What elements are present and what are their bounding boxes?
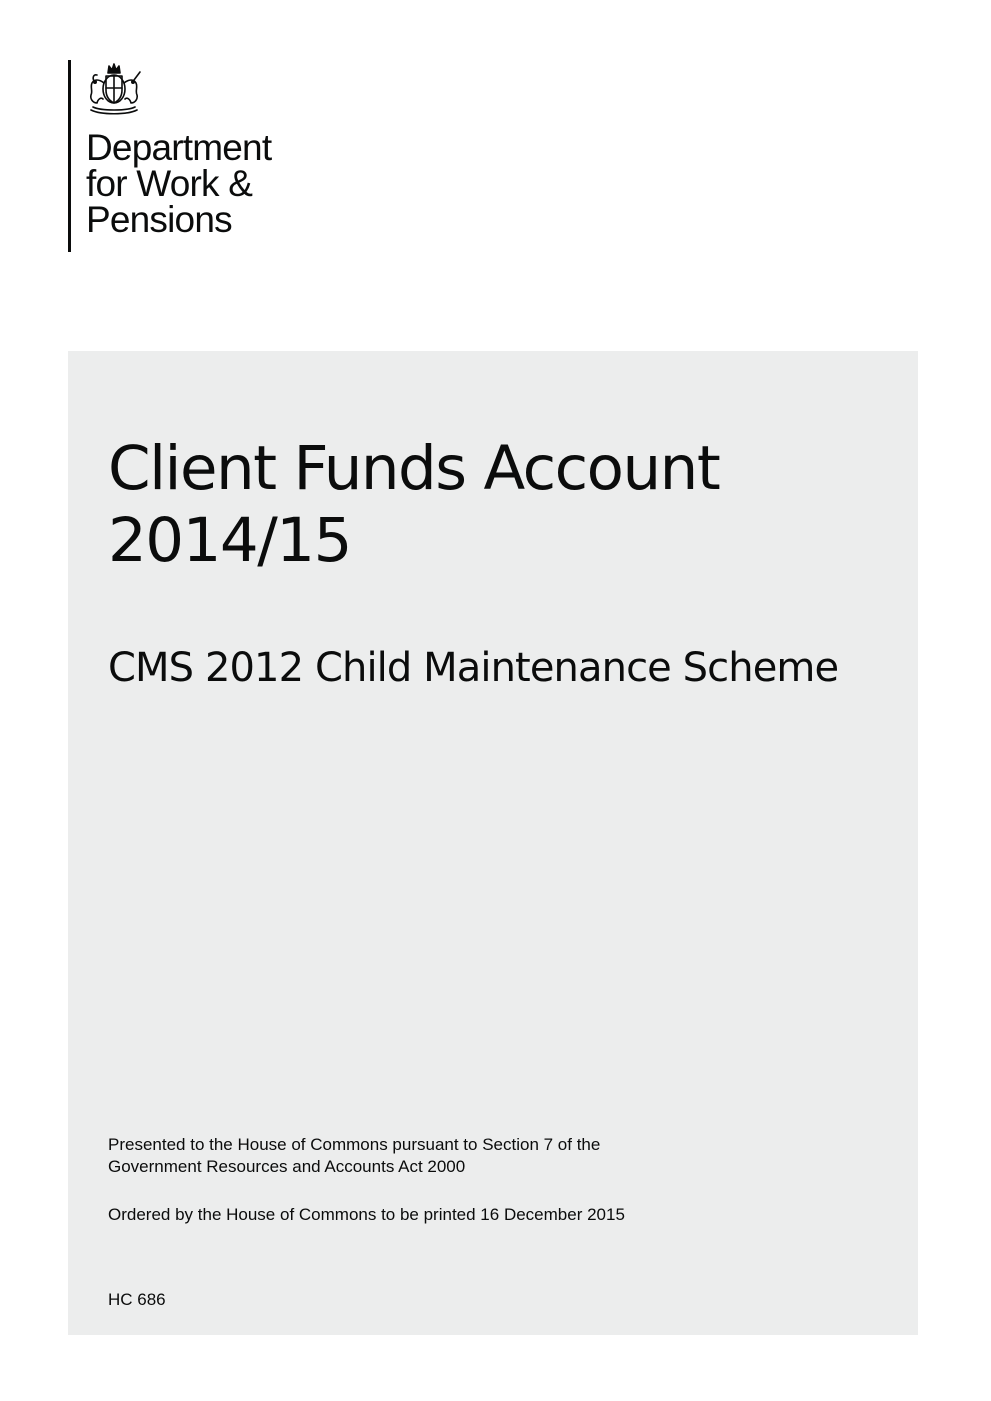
organisation-name-line: for Work & xyxy=(86,163,253,204)
organisation-name-line: Department xyxy=(86,127,272,168)
organisation-name-line: Pensions xyxy=(86,199,232,240)
royal-coat-of-arms-icon xyxy=(85,61,143,115)
document-title xyxy=(108,433,719,577)
organisation-name xyxy=(86,127,272,240)
presentation-line: Presented to the House of Commons pursuant to Section 7 of the xyxy=(108,1135,601,1154)
logo-divider-rule xyxy=(68,60,71,252)
document-title-line: Client Funds Account xyxy=(108,433,720,504)
presentation-statement xyxy=(108,1134,600,1178)
dwp-logo xyxy=(68,60,328,254)
document-title-line: 2014/15 xyxy=(108,505,351,576)
document-subtitle: CMS 2012 Child Maintenance Scheme xyxy=(108,645,839,691)
house-of-commons-paper-number: HC 686 xyxy=(108,1290,166,1309)
printing-order-statement: Ordered by the House of Commons to be printed 16 December 2015 xyxy=(108,1205,625,1224)
cover-panel xyxy=(68,351,918,1335)
presentation-line: Government Resources and Accounts Act 2000 xyxy=(108,1157,466,1176)
